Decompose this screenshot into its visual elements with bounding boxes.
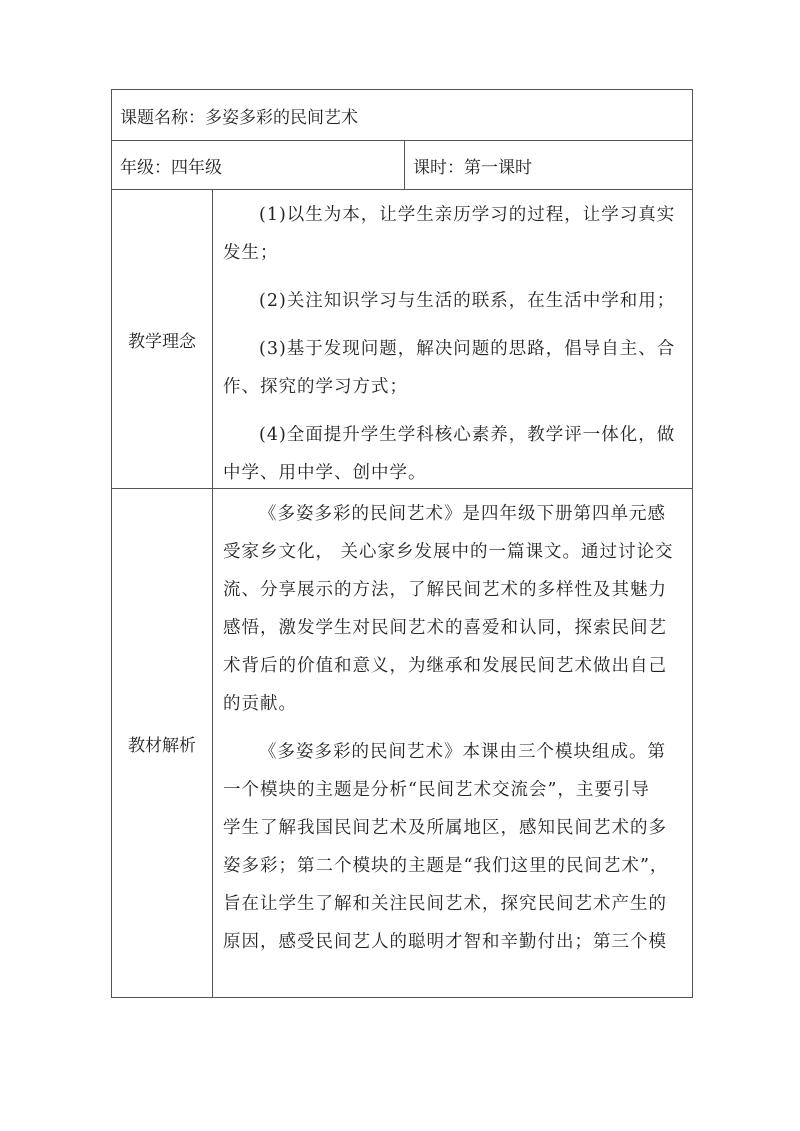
text-line: 中学、用中学、创中学。	[223, 463, 427, 483]
text-line: 《多姿多彩的民间艺术》本课由三个模块组成。第	[259, 742, 666, 762]
text-line: 原因，感受民间艺人的聪明才智和辛勤付出；第三个模	[223, 932, 667, 952]
text-line: 旨在让学生了解和关注民间艺术，探究民间艺术产生的	[223, 894, 667, 914]
text-line: 术背后的价值和意义，为继承和发展民间艺术做出自己	[223, 656, 667, 676]
info-row	[112, 141, 692, 190]
period-cell: 课时：第一课时	[413, 157, 532, 178]
text-line: 发生；	[223, 243, 279, 263]
paragraph	[223, 733, 684, 961]
paragraph	[223, 495, 684, 723]
text-line: 流、分享展示的方法，了解民间艺术的多样性及其魅力	[223, 580, 667, 600]
text-line: (2)关注知识学习与生活的联系，在生活中学和用；	[259, 291, 676, 311]
text-line: 作、探究的学习方式；	[223, 377, 408, 397]
philosophy-label: 教学理念	[112, 190, 213, 488]
philosophy-content	[213, 190, 692, 488]
paragraph	[223, 416, 684, 492]
text-line: (4)全面提升学生学科核心素养，教学评一体化，做	[259, 425, 676, 445]
grade-cell: 年级：四年级	[112, 141, 405, 189]
paragraph	[223, 330, 684, 406]
paragraph	[223, 282, 684, 320]
text-line: 一个模块的主题是分析“民间艺术交流会”，主要引导	[223, 780, 650, 800]
analysis-row	[112, 489, 692, 997]
text-line: 《多姿多彩的民间艺术》是四年级下册第四单元感	[259, 504, 666, 524]
analysis-content	[213, 489, 692, 997]
title-row: 课题名称：多姿多彩的民间艺术	[112, 90, 692, 141]
analysis-label: 教材解析	[112, 489, 213, 997]
text-line: (3)基于发现问题，解决问题的思路，倡导自主、合	[259, 339, 676, 359]
text-line: 学生了解我国民间艺术及所属地区，感知民间艺术的多	[223, 818, 667, 838]
lesson-plan-table	[111, 89, 693, 998]
text-line: 姿多彩；第二个模块的主题是“我们这里的民间艺术”，	[223, 856, 669, 876]
text-line: 的贡献。	[223, 694, 297, 714]
philosophy-row	[112, 190, 692, 489]
text-line: 受家乡文化， 关心家乡发展中的一篇课文。通过讨论交	[223, 542, 674, 562]
text-line: (1)以生为本，让学生亲历学习的过程，让学习真实	[259, 205, 676, 225]
paragraph	[223, 196, 684, 272]
text-line: 感悟，激发学生对民间艺术的喜爱和认同，探索民间艺	[223, 618, 667, 638]
